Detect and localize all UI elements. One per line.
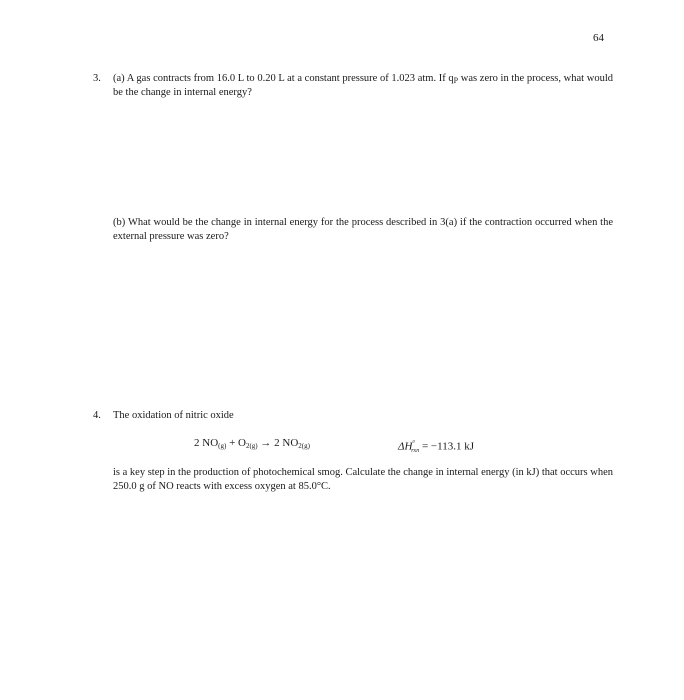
chemical-equation (194, 437, 310, 451)
page-number: 64 (593, 32, 604, 44)
reactant-no-state: (g) (218, 442, 227, 450)
q-subscript-p: P (453, 76, 459, 85)
question-3a-text (113, 72, 613, 99)
question-4-intro: The oxidation of nitric oxide (113, 410, 234, 421)
reactant-o2-sub: 2 (245, 442, 250, 450)
question-3-number: 3. (93, 73, 101, 84)
question-3a-text-before: A gas contracts from 16.0 L to 0.20 L at a constant pressure of 1.023 atm. If q (126, 73, 454, 84)
rxn-subscript: rxn (411, 447, 420, 454)
product-no2-state: (g) (301, 442, 310, 450)
reactant-o2: + O (226, 437, 246, 449)
question-4-body: is a key step in the production of photochemical smog. Calculate the change in internal energy (in kJ) that occurs when 250.0 g of NO reacts with excess oxygen at 85.0°C. (113, 467, 613, 492)
question-3a-text-after: was zero in the process, what would be the change in internal energy? (113, 73, 613, 98)
reaction-arrow: → (257, 437, 275, 449)
question-3b-body: What would be the change in internal energy for the process described in 3(a) if the contraction occurred when the external pressure was zero? (113, 217, 614, 242)
product-no2: 2 NO (274, 437, 299, 449)
question-4-number: 4. (93, 410, 101, 421)
enthalpy-value (398, 437, 474, 454)
enthalpy-number: = −113.1 kJ (419, 440, 474, 453)
question-3b-text (113, 216, 613, 243)
equation-row (194, 437, 614, 453)
question-3a-label: (a) (113, 73, 125, 84)
delta-h-symbol: ΔH (398, 440, 413, 453)
product-no2-sub: 2 (298, 442, 302, 450)
question-3b-label: (b) (113, 217, 126, 228)
degree-mark: ° (412, 439, 416, 447)
reactant-no: 2 NO (194, 437, 219, 449)
reactant-o2-state: (g) (249, 442, 258, 450)
